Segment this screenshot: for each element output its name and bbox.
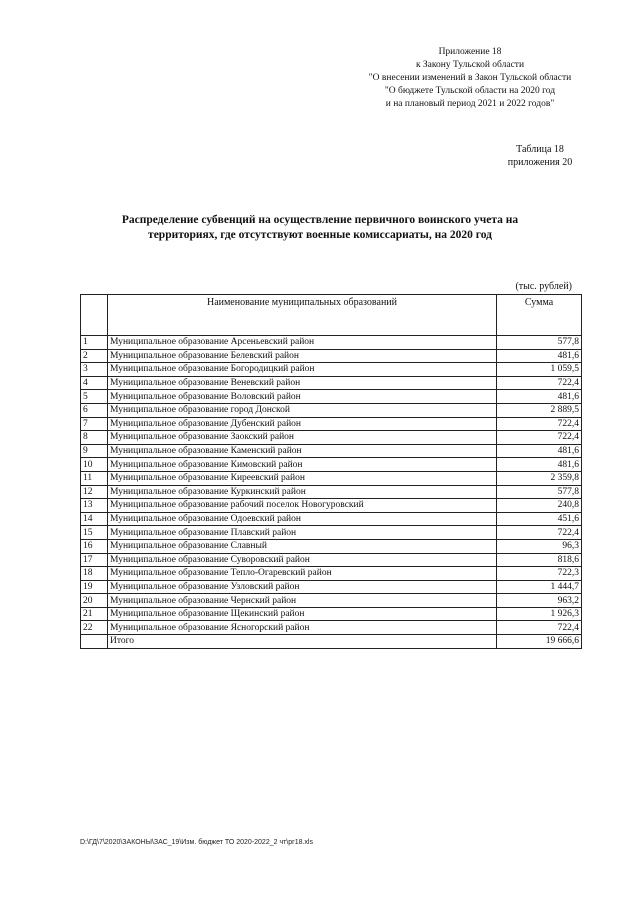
row-number: 6 (81, 403, 108, 417)
header-name: Наименование муниципальных образований (108, 295, 497, 336)
table-row (81, 417, 582, 431)
appendix-header-line: "О внесении изменений в Закон Тульской области (368, 73, 572, 83)
row-name: Муниципальное образование Куркинский район (108, 485, 497, 499)
row-name: Муниципальное образование Воловский район (108, 390, 497, 404)
table-row (81, 485, 582, 499)
document-title-line: Распределение субвенций на осуществление первичного воинского учета на (121, 214, 519, 226)
row-number: 15 (81, 526, 108, 540)
row-sum: 240,8 (497, 499, 582, 513)
table-reference-appendix: приложения 20 (507, 157, 573, 168)
row-name: Муниципальное образование Узловский район (108, 580, 497, 594)
row-name: Муниципальное образование Кимовский район (108, 458, 497, 472)
table-row (81, 444, 582, 458)
table-row (81, 471, 582, 485)
row-number: 20 (81, 594, 108, 608)
table-row (81, 553, 582, 567)
row-number: 7 (81, 417, 108, 431)
row-sum: 722,4 (497, 526, 582, 540)
row-name: Муниципальное образование Щекинский район (108, 607, 497, 621)
row-number: 9 (81, 444, 108, 458)
row-sum: 963,2 (497, 594, 582, 608)
table-row (81, 580, 582, 594)
document-title (96, 213, 544, 243)
row-number: 8 (81, 431, 108, 445)
row-number: 19 (81, 580, 108, 594)
row-sum: 577,8 (497, 485, 582, 499)
row-name: Муниципальное образование Дубенский район (108, 417, 497, 431)
total-number (81, 635, 108, 649)
table-row (81, 607, 582, 621)
row-number: 17 (81, 553, 108, 567)
units-label: (тыс. рублей) (515, 281, 572, 292)
appendix-header-line: "О бюджете Тульской области на 2020 год (384, 86, 556, 96)
row-name: Муниципальное образование Богородицкий район (108, 363, 497, 377)
distribution-table (80, 294, 582, 649)
row-number: 14 (81, 512, 108, 526)
row-name: Муниципальное образование рабочий поселок Новогуровский (108, 499, 497, 513)
table-row (81, 349, 582, 363)
row-number: 16 (81, 539, 108, 553)
appendix-header-line: к Закону Тульской области (415, 60, 525, 70)
row-sum: 2 359,8 (497, 471, 582, 485)
row-number: 21 (81, 607, 108, 621)
table-row (81, 526, 582, 540)
row-name: Муниципальное образование Каменский район (108, 444, 497, 458)
table-row (81, 458, 582, 472)
row-name: Муниципальное образование Киреевский район (108, 471, 497, 485)
row-number: 4 (81, 376, 108, 390)
table-row (81, 336, 582, 350)
row-number: 12 (81, 485, 108, 499)
row-name: Муниципальное образование Арсеньевский район (108, 336, 497, 350)
row-name: Муниципальное образование Чернский район (108, 594, 497, 608)
row-sum: 577,8 (497, 336, 582, 350)
table-row (81, 539, 582, 553)
table-row (81, 512, 582, 526)
row-number: 5 (81, 390, 108, 404)
row-sum: 722,4 (497, 621, 582, 635)
row-name: Муниципальное образование Суворовский район (108, 553, 497, 567)
table-row (81, 390, 582, 404)
table-row (81, 567, 582, 581)
row-sum: 481,6 (497, 349, 582, 363)
row-sum: 1 444,7 (497, 580, 582, 594)
total-row (81, 635, 582, 649)
table-row (81, 363, 582, 377)
row-number: 18 (81, 567, 108, 581)
row-number: 11 (81, 471, 108, 485)
row-sum: 722,4 (497, 431, 582, 445)
row-sum: 722,4 (497, 417, 582, 431)
row-sum: 451,6 (497, 512, 582, 526)
total-sum: 19 666,6 (497, 635, 582, 649)
row-sum: 96,3 (497, 539, 582, 553)
document-title-line: территориях, где отсутствуют военные комиссариаты, на 2020 год (148, 229, 492, 241)
table-row (81, 594, 582, 608)
row-name: Муниципальное образование Славный (108, 539, 497, 553)
table-row (81, 431, 582, 445)
total-label: Итого (108, 635, 497, 649)
header-number (81, 295, 108, 336)
row-name: Муниципальное образование Белевский район (108, 349, 497, 363)
row-name: Муниципальное образование Ясногорский район (108, 621, 497, 635)
row-sum: 722,4 (497, 376, 582, 390)
row-name: Муниципальное образование Веневский район (108, 376, 497, 390)
row-number: 3 (81, 363, 108, 377)
row-sum: 722,3 (497, 567, 582, 581)
row-sum: 1 926,3 (497, 607, 582, 621)
row-name: Муниципальное образование город Донской (108, 403, 497, 417)
appendix-header (330, 46, 610, 111)
row-name: Муниципальное образование Заокский район (108, 431, 497, 445)
table-row (81, 376, 582, 390)
header-sum: Сумма (497, 295, 582, 336)
file-path: D:\ГД\7\2020\ЗАКОНЫ\ЗАС_19\Изм. бюджет ТО 2020-2022_2 чт\рг18.xls (80, 839, 313, 846)
row-number: 22 (81, 621, 108, 635)
table-header-row (81, 295, 582, 336)
row-name: Муниципальное образование Плавский район (108, 526, 497, 540)
table-body (81, 336, 582, 649)
table-row (81, 621, 582, 635)
row-sum: 818,6 (497, 553, 582, 567)
table-row (81, 499, 582, 513)
row-sum: 481,6 (497, 458, 582, 472)
row-number: 10 (81, 458, 108, 472)
table-row (81, 403, 582, 417)
row-number: 1 (81, 336, 108, 350)
appendix-header-line: Приложение 18 (438, 47, 502, 57)
row-sum: 481,6 (497, 390, 582, 404)
row-sum: 2 889,5 (497, 403, 582, 417)
row-sum: 1 059,5 (497, 363, 582, 377)
row-number: 13 (81, 499, 108, 513)
row-number: 2 (81, 349, 108, 363)
row-sum: 481,6 (497, 444, 582, 458)
appendix-header-line: и на плановый период 2021 и 2022 годов" (385, 99, 555, 109)
table-reference-number: Таблица 18 (516, 144, 564, 155)
row-name: Муниципальное образование Тепло-Огаревский район (108, 567, 497, 581)
table-reference (480, 143, 600, 169)
row-name: Муниципальное образование Одоевский район (108, 512, 497, 526)
